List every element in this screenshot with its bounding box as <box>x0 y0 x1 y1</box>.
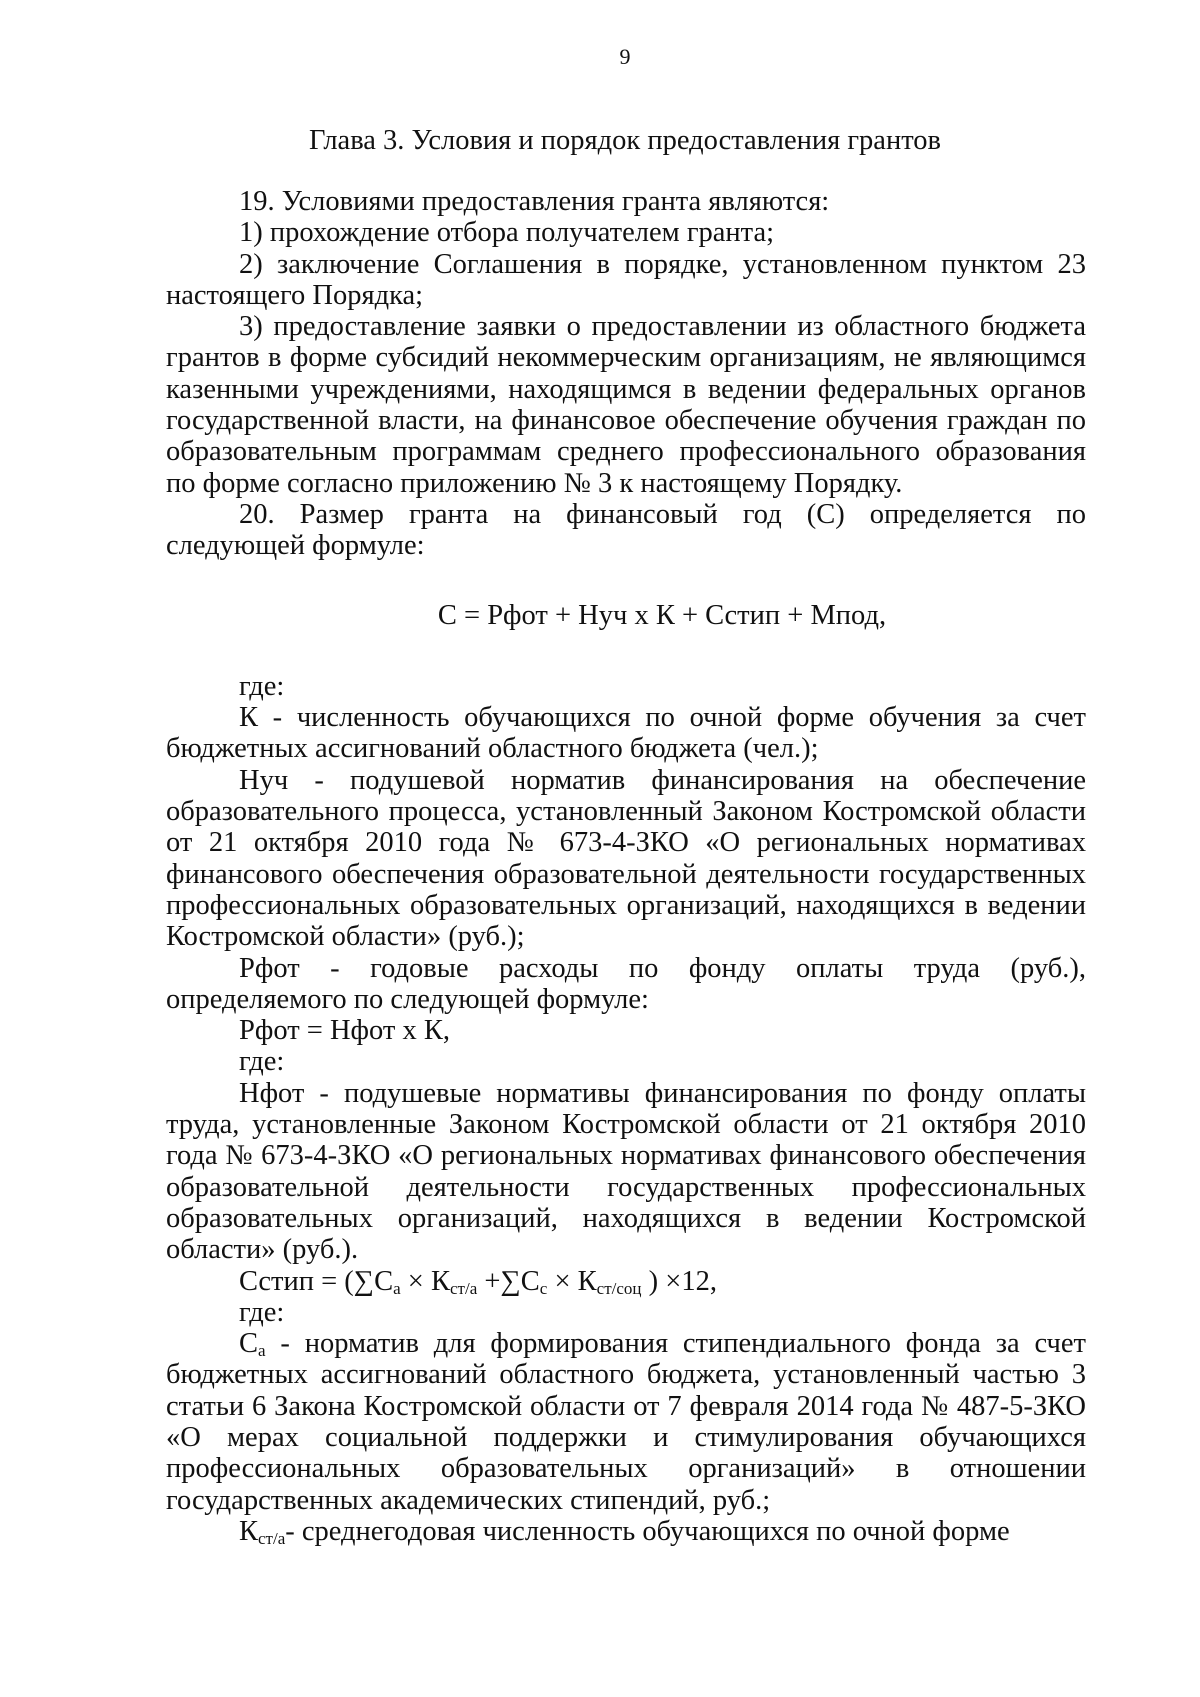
nuch-definition: Нуч - подушевой норматив финансирования на обеспечение образовательного процесса, установленный Законом Костромской области от 21 октября 2010 года № 673-4-ЗКО «О региональных нормативах финансового обеспечения образовательной деятельности государственных профессиональных образовательных организаций, находящихся в ведении Костромской области» (руб.); <box>166 764 1086 953</box>
paragraph-19-item-1: 1) прохождение отбора получателем гранта; <box>239 217 775 249</box>
paragraph-19-item-2: 2) заключение Соглашения в порядке, установленном пунктом 23 настоящего Порядка; <box>166 248 1086 311</box>
sstip-formula-mul: × К <box>547 1265 597 1297</box>
paragraph-19: 19. Условиями предоставления гранта являются: <box>239 186 830 217</box>
subscript: ст/а <box>258 1528 286 1548</box>
nfot-definition: Нфот - подушевые нормативы финансирования по фонду оплаты труда, установленные Законом Костромской области от 21 октября 2010 года № 673-4-ЗКО «О региональных нормативах финансового обеспечения образовательной деятельности государственных профессиональных образовательных организаций, находящихся в ведении Костромской области» (руб.). <box>166 1077 1086 1266</box>
subscript: а <box>393 1278 401 1298</box>
document-body <box>166 186 1086 1547</box>
sstip-formula <box>166 1266 1086 1297</box>
paragraph-20: 20. Размер гранта на финансовый год (С) определяется по следующей формуле: <box>166 498 1086 562</box>
where-label: где: <box>239 1296 285 1328</box>
sstip-formula-mul: × К <box>400 1265 450 1297</box>
subscript: а <box>258 1341 266 1361</box>
ca-definition <box>166 1328 1086 1516</box>
ca-definition-text: - норматив для формирования стипендиального фонда за счет бюджетных ассигнований областного бюджета, установленный частью 3 статьи 6 Закона Костромской области от 7 февраля 2014 года № 487-5-ЗКО «О мерах социальной поддержки и стимулирования обучающихся профессиональных образовательных организаций» в отношении государственных академических стипендий, руб.; <box>166 1328 1086 1516</box>
where-label: где: <box>239 1046 285 1078</box>
kst-definition-text: - среднегодовая численность обучающихся по очной форме <box>285 1515 1010 1547</box>
subscript: ст/соц <box>596 1278 642 1298</box>
rfot-definition: Рфот - годовые расходы по фонду оплаты труда (руб.), определяемого по следующей формуле: <box>166 952 1086 1015</box>
kst-symbol: К <box>239 1515 259 1547</box>
sstip-formula-tail: ) ×12, <box>641 1265 717 1297</box>
where-label: где: <box>239 670 285 702</box>
subscript: с <box>539 1278 548 1298</box>
chapter-title: Глава 3. Условия и порядок предоставления грантов <box>309 125 941 156</box>
paragraph-19-item-3: 3) предоставление заявки о предоставлении из областного бюджета грантов в форме субсидий некоммерческим организациям, не являющимся казенными учреждениями, находящимся в ведении федеральных органов государственной власти, на финансовое обеспечение обучения граждан по образовательным программам среднего профессионального образования по форме согласно приложению № 3 к настоящему Порядку. <box>166 311 1086 499</box>
page-number: 9 <box>619 44 631 69</box>
sstip-formula-plus: +∑С <box>477 1265 540 1297</box>
k-definition: К - численность обучающихся по очной форме обучения за счет бюджетных ассигнований областного бюджета (чел.); <box>166 702 1086 765</box>
ca-symbol: С <box>239 1328 259 1360</box>
sstip-formula-lhs: Сстип = (∑С <box>239 1265 394 1297</box>
kst-definition <box>166 1516 1086 1547</box>
grant-formula: С = Рфот + Нуч х К + Сстип + Мпод, <box>437 599 887 631</box>
subscript: ст/а <box>450 1278 478 1298</box>
rfot-formula: Рфот = Нфот х К, <box>239 1015 450 1047</box>
